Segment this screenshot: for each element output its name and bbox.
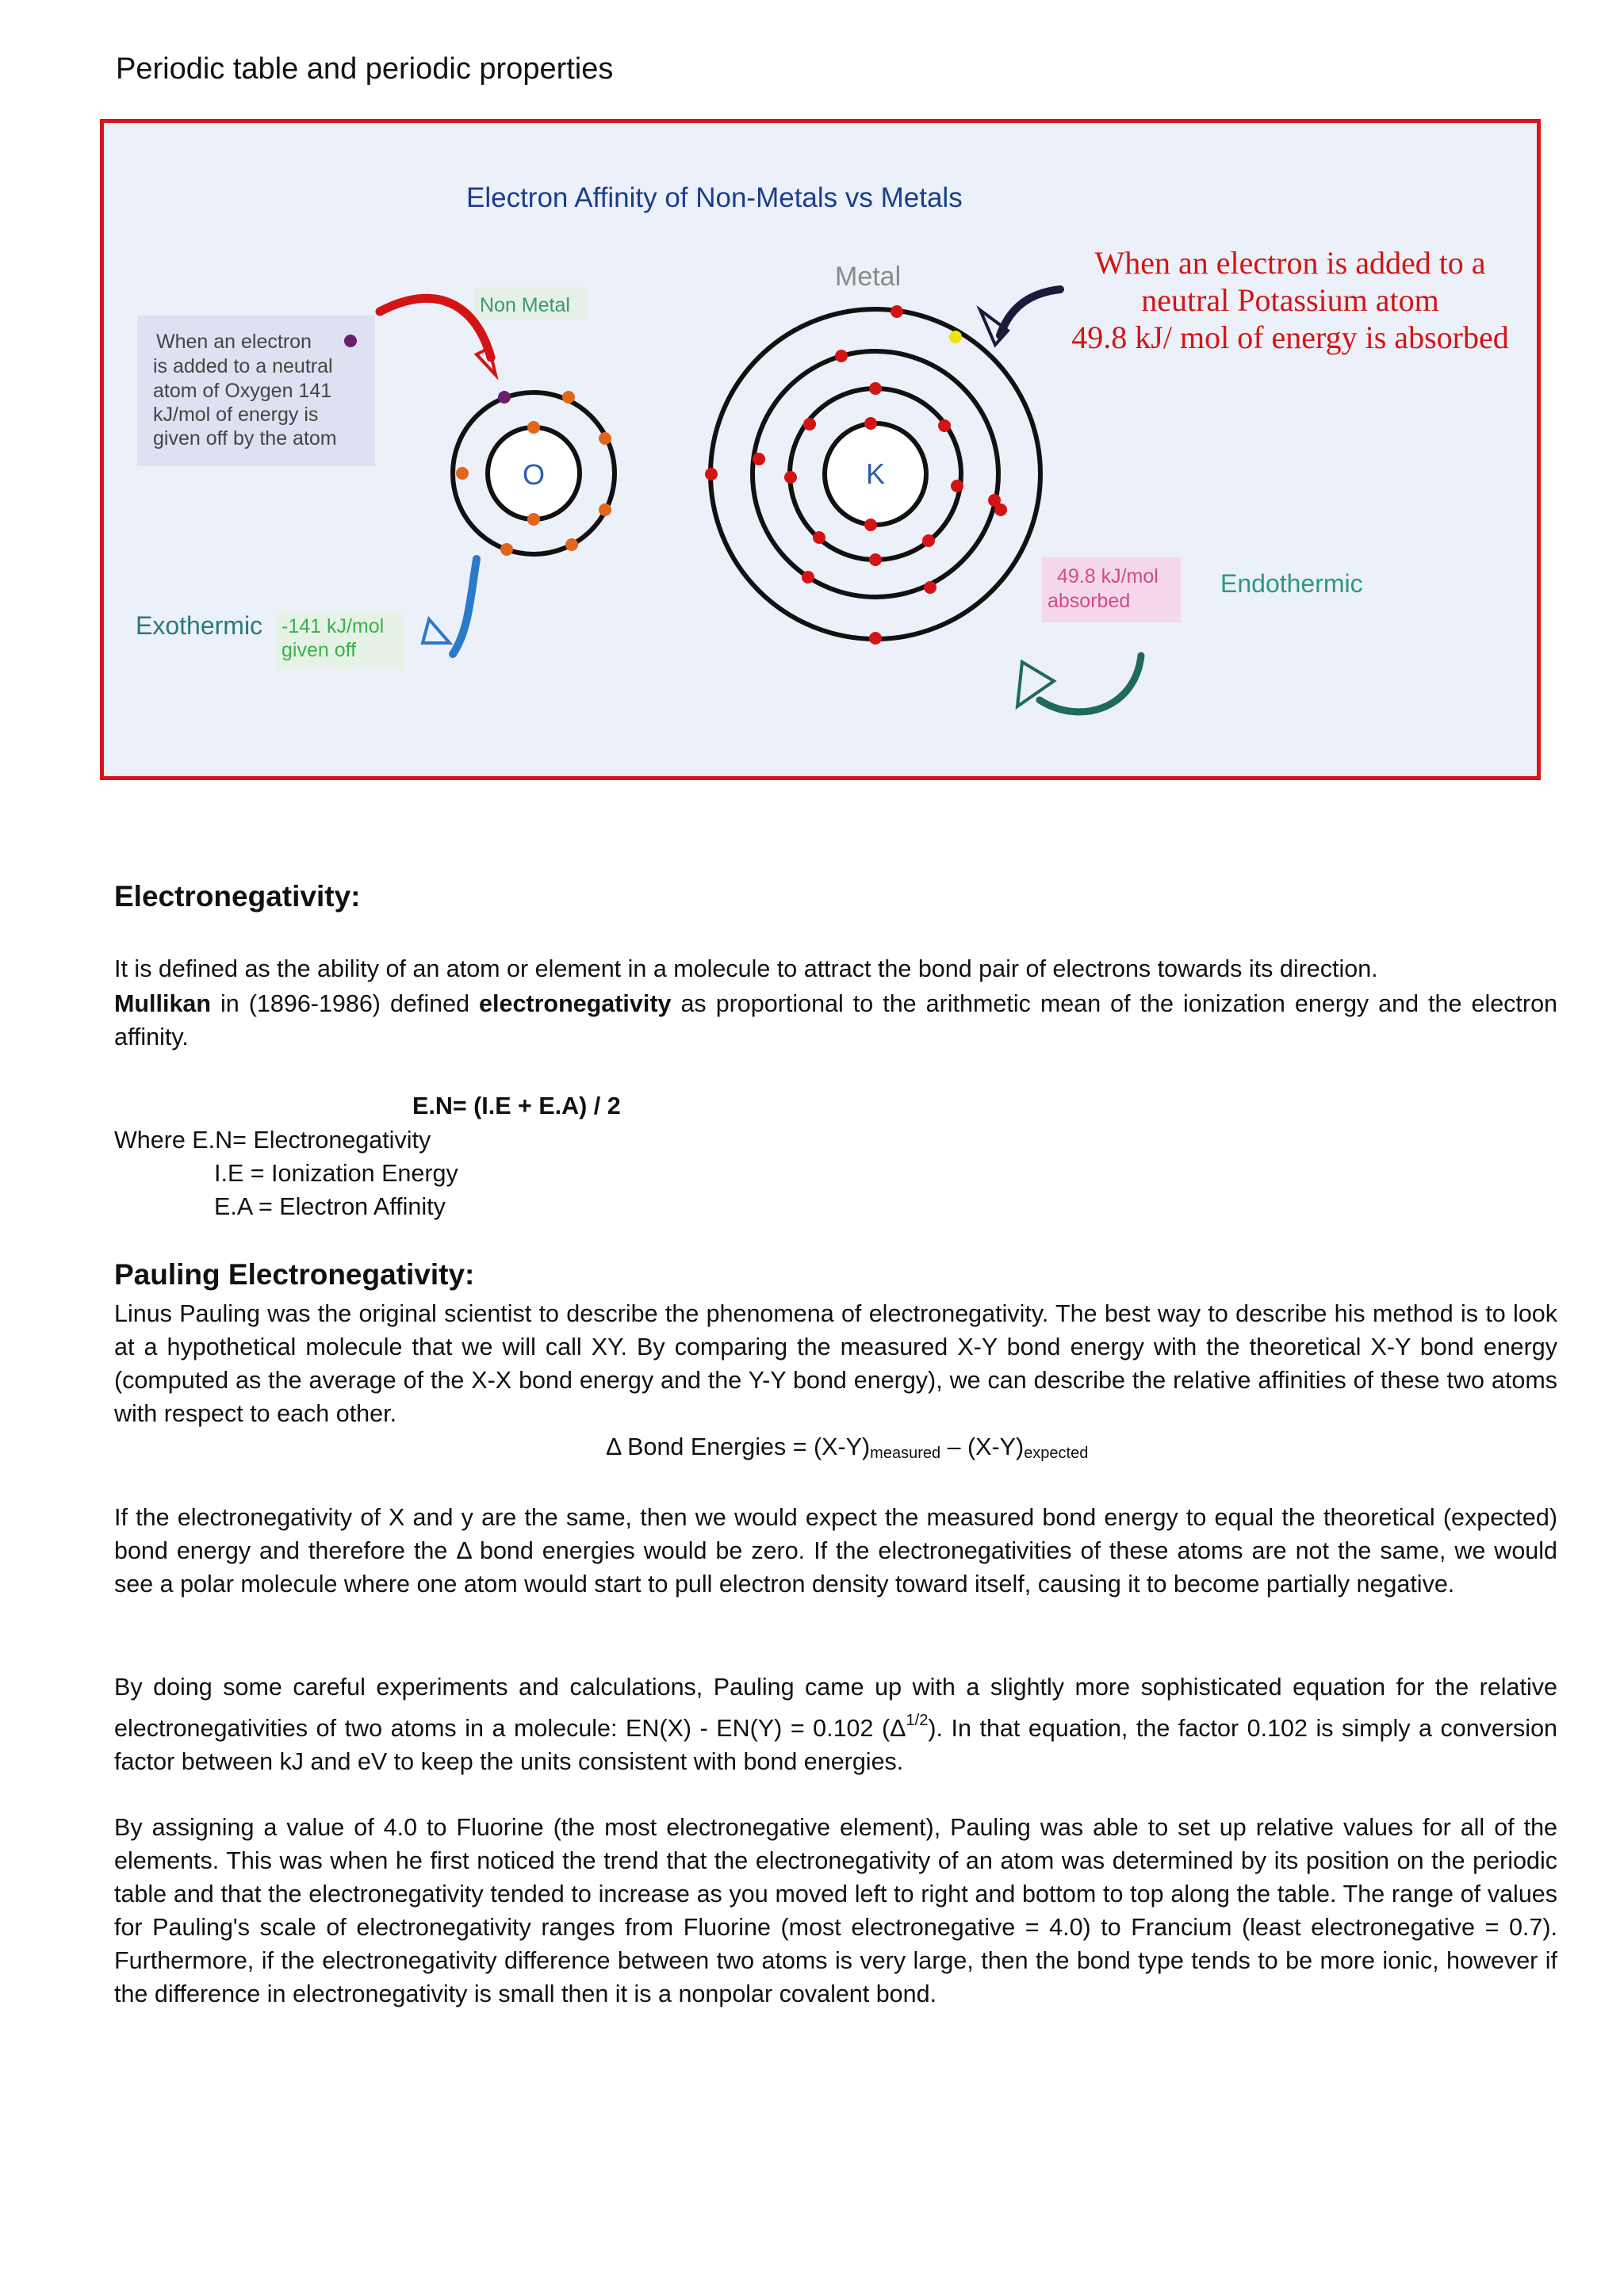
electron — [813, 531, 825, 544]
electron — [869, 553, 882, 566]
electron — [784, 471, 797, 484]
added-electron — [498, 391, 511, 404]
oxygen-note-line: When an electron — [156, 331, 312, 353]
electron — [527, 421, 540, 434]
potassium-note-line: 49.8 kJ/ mol of energy is absorbed — [1071, 320, 1509, 355]
pauling-paragraph-3 — [114, 1670, 1557, 1778]
pauling-paragraph-2: If the electronegativity of X and y are the same, then we would expect the measured bond energy to equal the theoretical (expected) bond energy and therefore the Δ bond energies would be zero. If the electronegativities of these atoms are not the same, we would see a polar molecule where one atom would start to pull electron density toward itself, causing it to become partially negative. — [114, 1504, 1557, 1598]
electron — [802, 571, 814, 584]
electron — [869, 632, 882, 645]
endo-value-line: absorbed — [1048, 590, 1131, 612]
exo-value-line: -141 kJ/mol — [282, 615, 385, 637]
pauling-paragraph-4: By assigning a value of 4.0 to Fluorine (the most electronegative element), Pauling was able to set up relative values for all of the elements. This was when he first noticed the trend that the electronegativity of an atom was determined by its position on the periodic table and that the electronegativity tended to increase as you moved left to right and bottom to top along the table. The range of values for Pauling's scale of electronegativity ranges from Fluorine (most electronegative = 4.0) to Francium (least electronegative = 0.7). Furthermore, if the electronegativity difference between two atoms is very large, then the bond type tends to be more ionic, however if the difference in electronegativity is small then it is a nonpolar covalent bond. — [114, 1814, 1557, 2007]
electron — [835, 350, 848, 362]
para3-end: ). In that equation, the factor 0.102 is simply a conversion factor between kJ and eV to keep the units consistent with bond energies. — [114, 1715, 1557, 1775]
blue-arrow-exothermic — [453, 559, 477, 654]
mullikan-name: Mullikan — [114, 990, 212, 1017]
note-electron-dot — [344, 335, 357, 347]
electron — [803, 418, 816, 430]
mullikan-mid: in (1896-1986) defined — [211, 990, 480, 1017]
electron — [994, 503, 1007, 516]
electron — [599, 432, 611, 445]
electron — [864, 519, 877, 531]
endothermic-label: Endothermic — [1220, 569, 1363, 598]
electron — [891, 305, 903, 318]
electron — [527, 513, 540, 526]
oxygen-atom — [453, 391, 615, 556]
exo-value-line: given off — [282, 639, 357, 661]
equation-sub-measured: measured — [870, 1445, 941, 1462]
metal-label: Metal — [835, 262, 902, 292]
teal-arrow-endothermic — [1040, 656, 1141, 712]
ie-line: I.E = Ionization Energy — [214, 1160, 458, 1187]
dark-arrow-potassium — [1000, 289, 1060, 335]
electron — [922, 534, 935, 547]
oxygen-note-line: kJ/mol of energy is — [153, 404, 319, 426]
oxygen-symbol: O — [522, 458, 546, 491]
ea-line: E.A = Electron Affinity — [214, 1193, 446, 1220]
equation-sub-expected: expected — [1024, 1445, 1089, 1462]
para3-superscript: 1/2 — [906, 1712, 929, 1729]
electron — [753, 453, 765, 465]
electron — [565, 538, 578, 551]
electron — [456, 467, 469, 480]
potassium-symbol: K — [865, 457, 886, 490]
electron — [951, 480, 963, 492]
exothermic-label: Exothermic — [136, 611, 263, 640]
oxygen-note-line: given off by the atom — [153, 427, 337, 450]
oxygen-note — [153, 331, 337, 450]
potassium-note-line: When an electron is added to a — [1094, 245, 1486, 281]
electron — [924, 581, 936, 594]
electron — [705, 468, 718, 480]
equation-left: Δ Bond Energies = (X-Y) — [606, 1433, 871, 1460]
potassium-note — [1071, 245, 1508, 355]
electron — [869, 382, 882, 395]
bond-energy-equation — [606, 1430, 1088, 1470]
non-metal-label: Non Metal — [480, 294, 570, 316]
dark-arrow-head — [980, 310, 1008, 345]
electronegativity-heading: Electronegativity: — [114, 880, 361, 913]
mullikan-paragraph — [114, 987, 1557, 1054]
electron — [599, 503, 611, 516]
endo-value-line: 49.8 kJ/mol — [1057, 565, 1159, 587]
electron-affinity-figure — [100, 119, 1541, 780]
figure-drawing — [104, 123, 1537, 776]
figure-title: Electron Affinity of Non-Metals vs Metals — [466, 182, 963, 213]
blue-arrow-head — [423, 619, 450, 643]
pauling-heading: Pauling Electronegativity: — [114, 1258, 475, 1291]
electron — [938, 419, 951, 432]
en-formula: E.N= (I.E + E.A) / 2 — [412, 1093, 621, 1119]
para3-start: By doing some careful experiments and calculations, Pauling came up with a slightly more sophisticated equation for the relative electronegativities of two atoms in a molecule: EN(X) - EN(Y) = 0.102 (Δ — [114, 1674, 1557, 1742]
electron — [562, 391, 575, 404]
electron — [500, 543, 513, 556]
pauling-paragraph-1: Linus Pauling was the original scientist to describe the phenomena of electronegativity. The best way to describe his method is to look at a hypothetical molecule that we will call XY. By comparing the measured X-Y bond energy with the theoretical X-Y bond energy (computed as the average of the X-X bond energy and the Y-Y bond energy), we can describe the relative affinities of these two atoms with respect to each other. — [114, 1300, 1557, 1427]
mullikan-end: as proportional to the arithmetic mean of the ionization energy and the electron affinity. — [114, 990, 1557, 1050]
potassium-atom — [705, 305, 1040, 645]
oxygen-note-line: atom of Oxygen 141 — [153, 380, 332, 402]
page-header: Periodic table and periodic properties — [116, 52, 614, 86]
potassium-note-line: neutral Potassium atom — [1141, 282, 1439, 318]
oxygen-note-line: is added to a neutral — [153, 355, 333, 377]
mullikan-term: electronegativity — [479, 990, 672, 1017]
added-electron — [949, 331, 962, 343]
electronegativity-definition: It is defined as the ability of an atom or element in a molecule to attract the bond pair of electrons towards its direction. — [114, 955, 1378, 982]
equation-mid: – (X-Y) — [940, 1433, 1025, 1460]
teal-arrow-head — [1017, 662, 1054, 706]
electron — [864, 417, 877, 430]
where-line: Where E.N= Electronegativity — [114, 1127, 431, 1154]
